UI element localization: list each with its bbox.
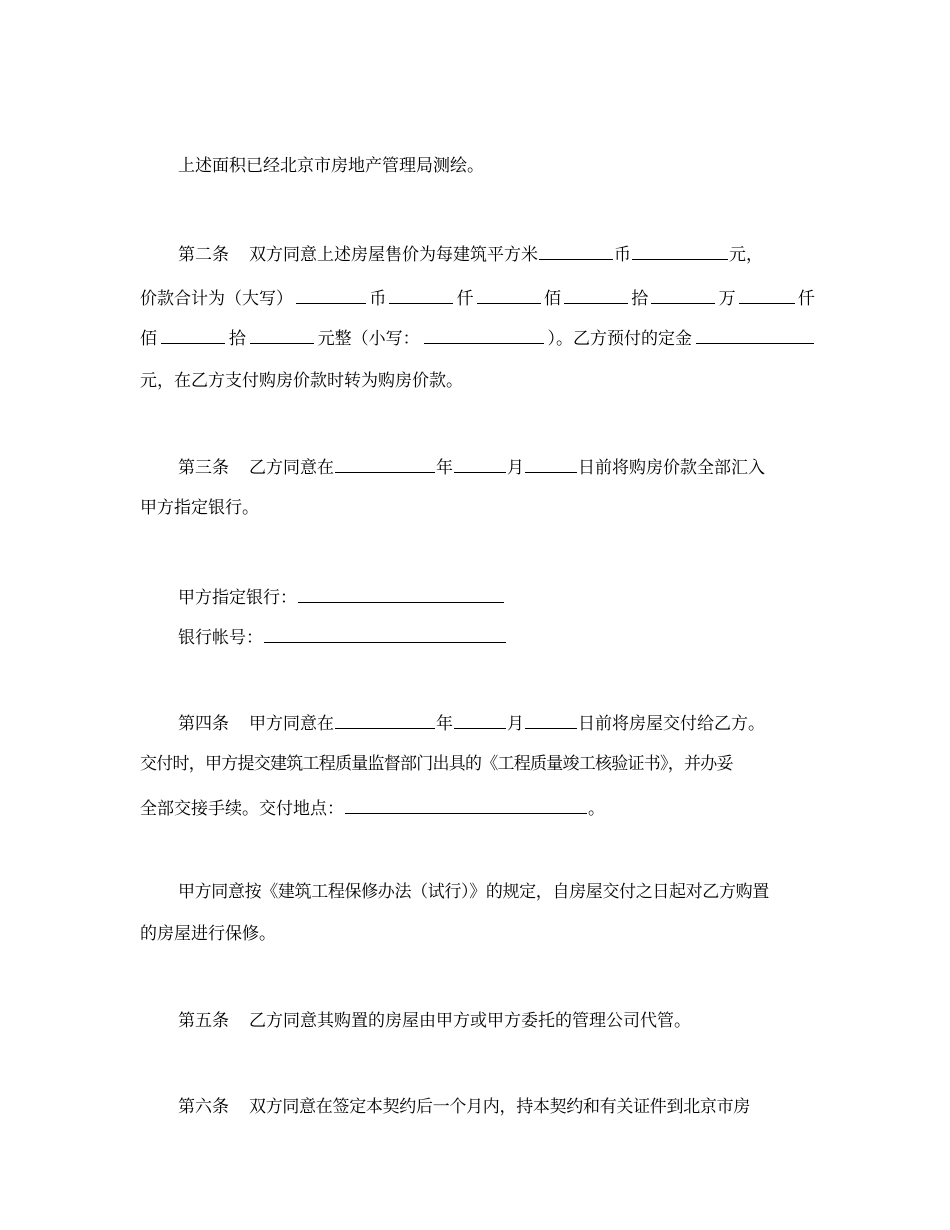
article-2-line-4: [140, 369, 815, 393]
article-2-heading: 第二条: [178, 245, 229, 265]
yuan-whole-label: 元整（小写：: [317, 329, 420, 349]
article-4-line-3: [140, 795, 815, 821]
payment-month-blank[interactable]: [454, 454, 506, 473]
deposit-conversion-text: 元，在乙方支付购房价款时转为购房价款。: [140, 371, 463, 391]
month-label-2: 月: [507, 714, 524, 734]
currency-label: 币: [614, 245, 631, 265]
currency-label-2: 币: [369, 289, 387, 309]
article-3-text-1: 乙方同意在: [249, 458, 334, 478]
bank-account-field[interactable]: [264, 624, 506, 643]
delivery-year-blank[interactable]: [335, 710, 435, 729]
month-label: 月: [507, 458, 524, 478]
bank-name-line: [178, 584, 815, 610]
shi-label-2: 拾: [228, 329, 246, 349]
deposit-blank[interactable]: [696, 325, 814, 344]
period-label: 。: [588, 799, 605, 819]
ten-blank-2[interactable]: [250, 325, 314, 344]
bank-account-label: 银行帐号：: [178, 628, 263, 648]
article-5-text: 乙方同意其购置的房屋由甲方或甲方委托的管理公司代管。: [249, 1011, 691, 1031]
qian-label-2: 仟: [797, 289, 815, 309]
article-2-line-2: [140, 285, 815, 311]
yuan-label: 元，: [729, 245, 763, 265]
delivery-day-blank[interactable]: [525, 710, 577, 729]
thousand-blank[interactable]: [389, 285, 453, 304]
price-per-sqm-amount-blank[interactable]: [632, 241, 728, 260]
article-2-line-1: [178, 241, 815, 267]
article-3-line-2: [140, 496, 815, 520]
delivery-month-blank[interactable]: [454, 710, 506, 729]
shi-label: 拾: [631, 289, 649, 309]
ten-blank[interactable]: [564, 285, 628, 304]
article-3-line-1: [178, 454, 815, 480]
article-4-text-1: 甲方同意在: [249, 714, 334, 734]
article-4-text-3: 交付时，甲方提交建筑工程质量监督部门出具的《工程质量竣工核验证书》，并办妥: [140, 754, 733, 774]
bai-label-2: 佰: [140, 329, 157, 349]
hundred-blank[interactable]: [477, 285, 541, 304]
payment-day-blank[interactable]: [525, 454, 577, 473]
article-4-line-2: [140, 752, 815, 776]
bank-name-field[interactable]: [298, 584, 504, 603]
warranty-line-2: [140, 922, 815, 946]
warranty-line-1: [178, 880, 815, 904]
delivery-location-field[interactable]: [345, 795, 587, 814]
article-4-heading: 第四条: [178, 714, 229, 734]
total-currency-blank[interactable]: [296, 285, 366, 304]
bank-name-label: 甲方指定银行：: [178, 588, 297, 608]
article-6-text: 双方同意在签定本契约后一个月内，持本契约和有关证件到北京市房: [249, 1097, 750, 1117]
area-survey-text: 上述面积已经北京市房地产管理局测绘。: [178, 156, 484, 176]
ten-thousand-blank[interactable]: [651, 285, 715, 304]
bank-account-line: [178, 624, 815, 650]
lowercase-amount-blank[interactable]: [424, 325, 544, 344]
payment-year-blank[interactable]: [335, 454, 435, 473]
article-5-heading: 第五条: [178, 1011, 229, 1031]
thousand-blank-2[interactable]: [739, 285, 795, 304]
article-6-heading: 第六条: [178, 1097, 229, 1117]
article-6-line: [178, 1095, 815, 1119]
article-4-line-1: [178, 710, 815, 736]
article-2-line-3: [140, 325, 815, 351]
article-5-line: [178, 1009, 815, 1033]
year-label: 年: [436, 458, 453, 478]
wan-label: 万: [718, 289, 736, 309]
article-2-text-1: 双方同意上述房屋售价为每建筑平方米: [249, 245, 538, 265]
year-label-2: 年: [436, 714, 453, 734]
warranty-text-1: 甲方同意按《建筑工程保修办法（试行）》的规定，自房屋交付之日起对乙方购置: [178, 882, 769, 902]
article-3-heading: 第三条: [178, 458, 229, 478]
hundred-blank-2[interactable]: [161, 325, 225, 344]
price-per-sqm-currency-blank[interactable]: [539, 241, 613, 260]
delivery-location-label: 全部交接手续。交付地点：: [140, 799, 344, 819]
article-4-text-2: 日前将房屋交付给乙方。: [578, 714, 765, 734]
bai-label: 佰: [543, 289, 561, 309]
deposit-label: ）。乙方预付的定金: [547, 329, 693, 349]
warranty-text-2: 的房屋进行保修。: [140, 924, 276, 944]
total-price-label: 价款合计为（大写）: [140, 289, 293, 309]
article-3-text-3: 甲方指定银行。: [140, 498, 259, 518]
qian-label: 仟: [456, 289, 474, 309]
area-survey-paragraph: [178, 154, 815, 178]
article-3-text-2: 日前将购房价款全部汇入: [578, 458, 765, 478]
